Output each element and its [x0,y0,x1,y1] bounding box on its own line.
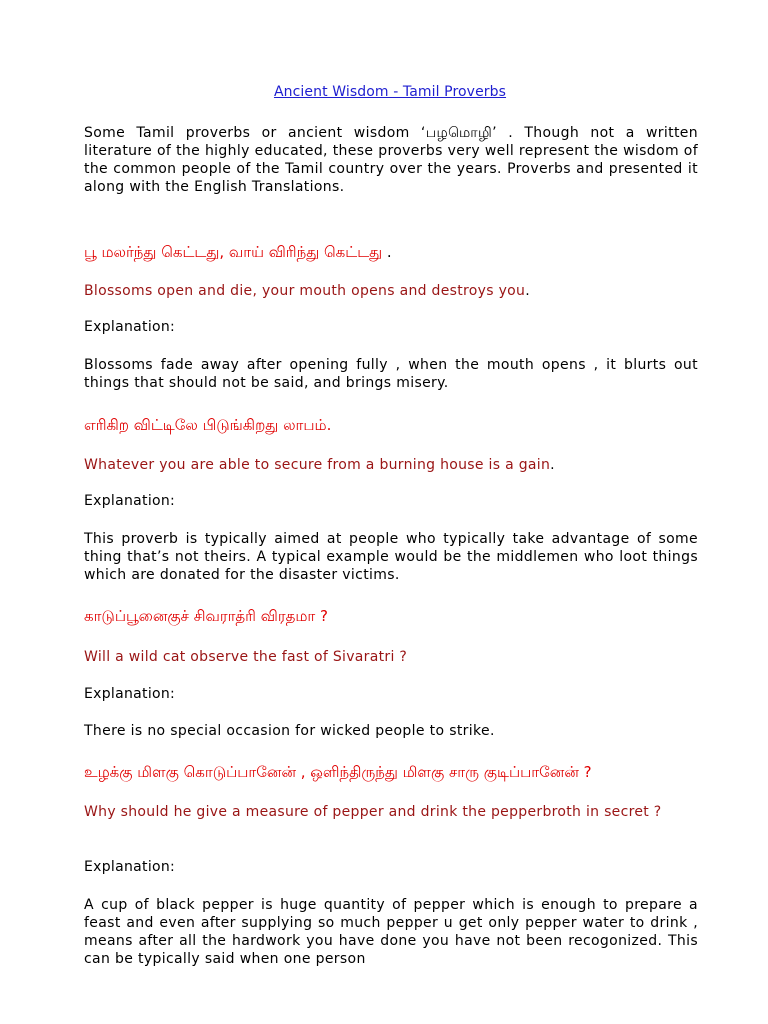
proverb-1-tamil-text: பூ மலர்ந்து கெட்டது, வாய் விரிந்து கெட்டது [84,243,383,261]
proverb-1-explanation-label: Explanation: [84,319,176,335]
proverb-2-tamil [84,415,704,435]
proverb-4-english [84,803,698,821]
proverb-3-explanation: There is no special occasion for wicked people to strike. [84,723,495,739]
proverb-3-tamil [84,606,704,626]
proverb-3-tamil-text: காடுப்பூனைகுச் சிவராத்ரி விரதமா ? [84,607,328,625]
intro-text-part2: ’ . Though not a written literature of the highly educated, these proverbs very well represent the wisdom of the common people of the Tamil country over the years. Proverbs and presented it along with the English Translations. [84,125,698,195]
proverb-1-english-text: Blossoms open and die, your mouth opens and destroys you [84,283,526,299]
proverb-1-tamil-suffix: . [382,243,392,261]
proverb-4-explanation-label: Explanation: [84,859,176,875]
proverb-1-english-suffix: . [525,283,530,299]
proverb-4-tamil-text: உழக்கு மிளகு கொடுப்பானேன் , ஒளிந்திருந்து மிளகு சாரு குடிப்பானேன் ? [84,763,592,781]
proverb-1-english [84,282,698,300]
proverb-2-explanation: This proverb is typically aimed at people who typically take advantage of some thing that’s not theirs. A typical example would be the middlemen who loot things which are donated for the disaster victims. [84,531,698,583]
proverb-3-english-text: Will a wild cat observe the fast of Sivaratri ? [84,649,408,665]
proverb-2-english-suffix: . [550,457,555,473]
proverb-3-explanation-label: Explanation: [84,686,176,702]
proverb-3-english [84,648,698,666]
proverb-2-explanation-label: Explanation: [84,493,176,509]
proverb-1-explanation: Blossoms fade away after opening fully , when the mouth opens , it blurts out things that should not be said, and brings misery. [84,357,698,391]
intro-paragraph [84,124,698,196]
proverb-4-tamil [84,762,704,782]
proverb-2-english-text: Whatever you are able to secure from a burning house is a gain [84,457,551,473]
proverb-4-english-text: Why should he give a measure of pepper and drink the pepperbroth in secret ? [84,804,662,820]
proverb-4-explanation: A cup of black pepper is huge quantity of pepper which is enough to prepare a feast and even after supplying so much pepper u get only pepper water to drink , means after all the hardwork you have done you have not been recogonized. This can be typically said when one person [84,897,698,967]
intro-tamil-word: பழமொழி [425,125,493,141]
proverb-2-tamil-text: எரிகிற விட்டிலே பிடுங்கிறது லாபம். [84,416,332,434]
page-title[interactable]: Ancient Wisdom - Tamil Proverbs [273,84,507,100]
proverb-1-tamil [84,242,704,262]
intro-text-part1: Some Tamil proverbs or ancient wisdom ‘ [84,125,426,141]
proverb-2-english [84,456,698,474]
